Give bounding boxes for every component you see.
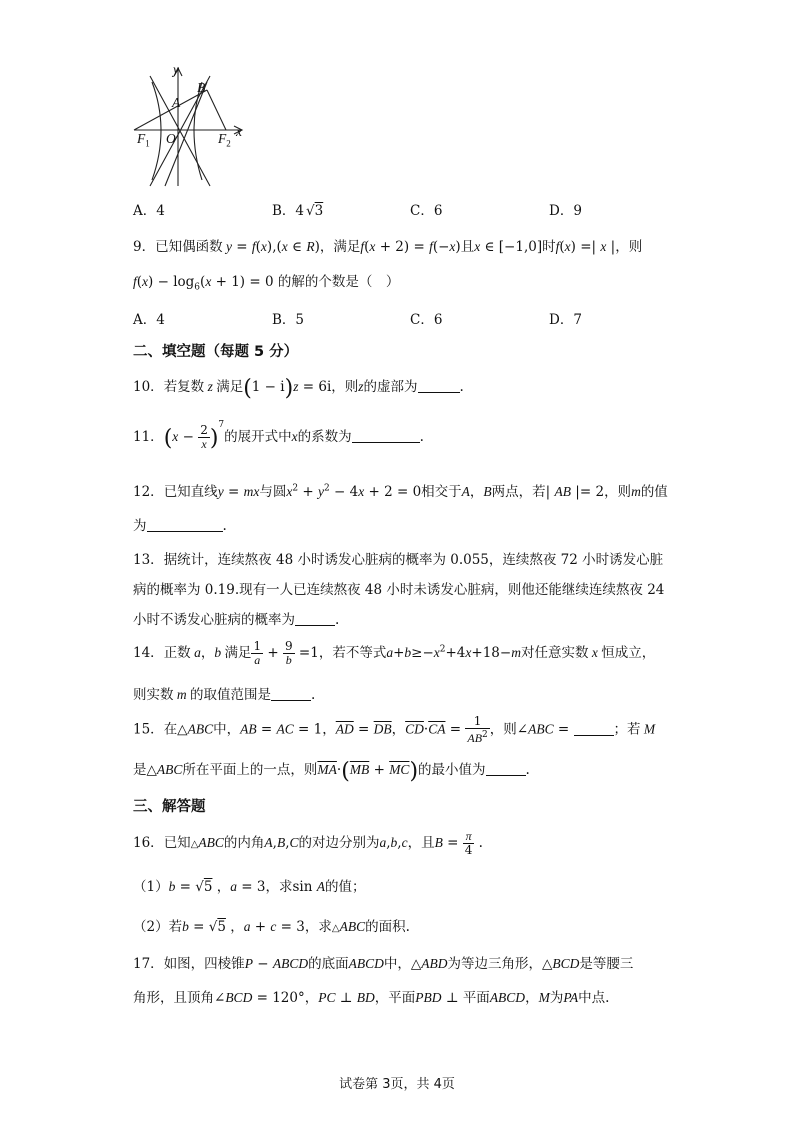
q14-line-1: 14．正数 a，b 满足 $\frac{1}{a}$ + $\frac{9}{b}$ =1，若不等式$a+b\ge-x^2+4x+18-m$对任意实数 x 恒成立，: [133, 639, 656, 667]
q9-line-1: 9．已知偶函数 y = f(x),(x ∈ R)，满足f(x + 2) = f(−x)且x ∈ [−1,0]时f(x) =| x |，则: [133, 239, 643, 255]
q17-line-2: 角形，且顶角∠BCD = 120°，PC ⊥ BD，平面PBD ⊥ 平面ABCD，M为PA中点.: [133, 990, 610, 1006]
q8-option-c: C．6: [410, 203, 443, 219]
label-f1: $F_1$: [137, 131, 150, 149]
label-y: y: [173, 62, 179, 77]
label-b: B: [197, 80, 206, 95]
q8-option-d: D．9: [549, 203, 582, 219]
q9-option-b: B．5: [272, 312, 305, 328]
page-footer: 试卷第 3页，共 4页: [339, 1077, 455, 1092]
q16-stem: 16．已知△ABC的内角A,B,C的对边分别为a,b,c，且B = $\frac{\pi}{4}$ .: [133, 829, 483, 857]
q15-line-1: 15．在△ABC中，AB = AC = 1，$\overline{AD} = \overline{DB}$，$\overline{CD}\cdot\overline{CA}$ = $\frac{1}{AB^2}$ ，则∠ABC = ；若 M: [133, 714, 656, 745]
q13-line-1: 13．据统计，连续熬夜 48 小时诱发心脏病的概率为 0.055，连续熬夜 72 小时诱发心脏: [133, 552, 664, 568]
label-o: O: [166, 131, 176, 146]
label-f2: $F_2$: [218, 131, 231, 149]
q9-line-2: $f(x) - \log_6(x + 1) = 0$ 的解的个数是（ ）: [133, 274, 400, 293]
hyperbola-figure: [130, 62, 250, 187]
q12-line-2: 为 .: [133, 518, 227, 534]
q16-part-1: （1）b = √5 ，a = 3，求sin A的值；: [133, 879, 366, 895]
q9-option-a: A．4: [133, 312, 165, 328]
label-a: A: [172, 95, 181, 110]
q15-line-2: 是△ABC所在平面上的一点，则$\overline{MA}\cdot(\overline{MB} + \overline{MC})$的最小值为 .: [133, 759, 530, 784]
q8-option-a: A．4: [133, 203, 165, 219]
segment-b-f2: [207, 90, 226, 130]
q11: 11．(x − $\frac{2}{x}$ )$^7$的展开式中x的系数为 .: [133, 420, 424, 451]
q17-line-1: 17．如图，四棱锥P − ABCD的底面ABCD中，△ABD为等边三角形，△BCD是等腰三: [133, 956, 634, 972]
q13-line-3: 小时不诱发心脏病的概率为 .: [133, 612, 340, 628]
section-solve-heading: 三、解答题: [133, 799, 206, 815]
q16-part-2: （2）若b = √5 ，a + c = 3，求△ABC的面积.: [133, 919, 410, 935]
q12-line-1: 12．已知直线y = mx与圆$x^2 + y^2 - 4x + 2 = 0$相交于A，B两点，若| AB |= 2，则m的值: [133, 483, 668, 500]
q13-line-2: 病的概率为 0.19.现有一人已连续熬夜 48 小时未诱发心脏病，则他还能继续连续熬夜 24: [133, 582, 665, 598]
q10: 10．若复数 z 满足(1 − i)z = 6i，则z的虚部为 .: [133, 376, 464, 401]
hyperbola-left-branch: [152, 82, 161, 180]
q9-option-c: C．6: [410, 312, 443, 328]
section-fill-in-heading: 二、填空题（每题 5 分）: [133, 344, 299, 360]
q14-line-2: 则实数 m 的取值范围是 .: [133, 687, 316, 703]
q8-option-b: B．4 √3: [272, 203, 324, 219]
label-x: x: [236, 124, 242, 139]
q9-option-d: D．7: [549, 312, 582, 328]
